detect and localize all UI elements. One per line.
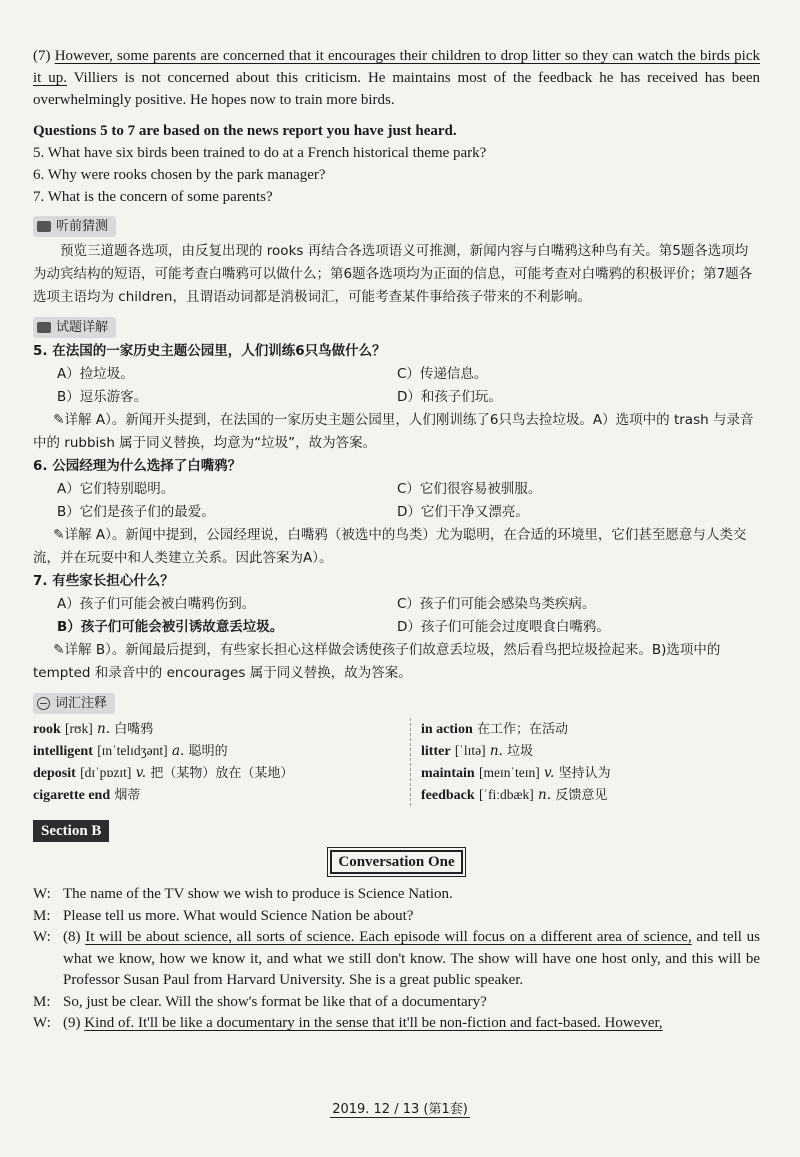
vocab-word: litter [421,744,451,759]
option-d: D）它们干净又漂亮。 [397,504,529,520]
vocab-word: maintain [421,766,475,781]
option-a: A）捡垃圾。 [57,366,134,382]
minus-circle-icon [37,697,50,710]
vocab-entry [33,762,402,784]
speaker: M: [33,993,51,1010]
vocab-meaning: 反馈意见 [555,788,608,803]
dialogue [33,884,760,1035]
vocab-pos: a. [171,743,185,759]
option-a: A）它们特别聪明。 [57,481,175,497]
explain-tag [33,317,116,338]
vocab-entry [421,784,741,806]
line-text: The name of the TV show we wish to produce is Science Nation. [63,886,453,902]
notebook-icon [37,322,51,333]
vocab-entry [421,718,741,740]
vocab-word: intelligent [33,744,93,759]
options [57,593,760,639]
explain-note: ✎详解 A）。新闻开头提到，在法国的一家历史主题公园里，人们刚训练了6只鸟去捡垃圾。A）选项中的 trash 与录音中的 rubbish 属于同义替换，均意为“垃圾”，故为答案。 [33,412,754,451]
explain-item-5 [33,340,760,455]
speaker: W: [33,886,51,902]
option-b: B）逗乐游客。 [57,389,148,405]
vocab-phonetic: [dɪˈpɒzɪt] [80,765,132,780]
vocab-word: deposit [33,766,76,781]
option-c: C）传递信息。 [397,366,488,382]
vocab-column-right [411,718,741,806]
vocab-word: feedback [421,788,475,803]
vocab-word: cigarette end [33,788,111,803]
predict-text: 预览三道题各选项，由反复出现的 rooks 再结合各选项语义可推测，新闻内容与白嘴鸦这种鸟有关。第5题各选项均为动宾结构的短语，可能考查白嘴鸦可以做什么；第6题各选项均为正面的信息，可能考查对白嘴鸦的积极评价；第7题各选项主语均为 children，且谓语动词都是消极词汇，可能考查某件事给孩子带来的不利影响。 [33,243,753,305]
vocab-entry [33,718,402,740]
vocab-meaning: 白嘴鸦 [114,722,154,737]
vocab-column-left [33,718,411,806]
options [57,363,760,409]
vocab-phonetic: [rʊk] [65,721,93,736]
question-7: 7. What is the concern of some parents? [33,189,273,205]
option-c: C）孩子们可能会感染鸟类疾病。 [397,596,596,612]
paragraph-number: (7) [33,48,51,64]
option-b: B）它们是孩子们的最爱。 [57,504,215,520]
answer-number: (8) [63,929,81,945]
vocab-entry [421,762,741,784]
book-icon [37,221,51,232]
option-b: B）孩子们可能会被引诱故意丢垃圾。 [57,619,284,635]
line-text: So, just be clear. Will the show's format be like that of a documentary? [63,993,487,1010]
options [57,478,760,524]
vocab-phonetic: [ɪnˈtelɪdʒənt] [97,743,168,758]
questions-header: Questions 5 to 7 are based on the news report you have just heard. [33,123,457,139]
vocab-word: rook [33,722,61,737]
dialogue-line [33,884,760,906]
explain-item-6 [33,455,760,570]
option-c: C）它们很容易被驯服。 [397,481,542,497]
line-text [63,1013,760,1035]
vocab-word: in action [421,722,473,737]
speaker: M: [33,907,51,924]
page-footer [0,1098,800,1117]
vocab-meaning: 在工作；在活动 [477,722,569,737]
vocab-entry [421,740,741,762]
explain-item-7 [33,570,760,685]
vocab-pos: v. [135,765,147,781]
speaker: W: [33,929,51,945]
underlined-answer-sentence: It will be about science, all sorts of science. Each episode will focus on a different area of science, [85,929,692,945]
predict-tag-label: 听前猜测 [56,219,109,234]
explain-note: ✎详解 B）。新闻最后提到，有些家长担心这样做会诱使孩子们故意丢垃圾，然后看鸟把垃圾捡起来。B)选项中的 tempted 和录音中的 encourages 属于同义替换，故为答案。 [33,642,721,681]
option-d: D）和孩子们玩。 [397,389,502,405]
paragraph-text: Villiers is not concerned about this criticism. He maintains most of the feedback he has received has been overwhelmingly positive. He hopes now to train more birds. [33,70,761,108]
explain-note: ✎详解 A）。新闻中提到，公园经理说，白嘴鸦（被选中的鸟类）尤为聪明，在合适的环境里，它们甚至愿意与人类交流，并在玩耍中和人类建立关系。因此答案为A）。 [33,527,747,566]
line-rest: and tell us what we know, how we know it, and what we still don't know. The show will have one host only, and this will be Professor Susan Paul from Harvard University. She is a great public speaker. [63,929,761,988]
vocab-tag-label: 词汇注释 [55,696,108,711]
vocab-pos: n. [489,743,503,759]
section-b-heading: Section B [33,820,109,842]
conversation-title: Conversation One [330,850,462,874]
explain-tag-label: 试题详解 [56,320,109,335]
vocab-phonetic: [meɪnˈteɪn] [478,765,540,780]
underlined-answer-sentence: Kind of. It'll be like a documentary in the sense that it'll be non-fiction and fact-based. However, [84,1015,663,1031]
option-d: D）孩子们可能会过度喂食白嘴鸦。 [397,619,610,635]
line-text: Please tell us more. What would Science Nation be about? [63,907,414,924]
underlined-answer-sentence: However, some parents are concerned that it encourages their children to drop litter so they can watch the birds pick it up. [33,48,761,86]
dialogue-line [33,906,760,928]
explain-question: 5. 在法国的一家历史主题公园里，人们训练6只鸟做什么？ [33,343,386,359]
vocab-meaning: 烟蒂 [114,788,141,803]
dialogue-line [33,992,760,1014]
vocab-meaning: 坚持认为 [558,766,611,781]
vocab-phonetic: [ˈfiːdbæk] [478,787,534,802]
vocab-pos: n. [97,721,110,737]
line-text [63,927,760,992]
answer-number: (9) [63,1015,81,1031]
vocab-pos: n. [538,787,552,803]
option-a: A）孩子们可能会被白嘴鸦伤到。 [57,596,256,612]
speaker: W: [33,1015,51,1031]
dialogue-line [33,927,760,992]
vocab-meaning: 垃圾 [507,744,534,759]
vocab-tag [33,693,115,714]
question-5: 5. What have six birds been trained to do at a French historical theme park? [33,145,487,161]
explain-question: 6. 公园经理为什么选择了白嘴鸦？ [33,458,242,474]
vocab-phonetic: [ˈlɪtə] [454,743,486,758]
explain-question: 7. 有些家长担心什么？ [33,573,174,589]
vocab-entry [33,740,402,762]
vocab-pos: v. [544,765,555,781]
dialogue-line [33,1013,760,1035]
vocab-meaning: 把（某物）放在（某地） [150,766,294,781]
vocab-meaning: 聪明的 [188,744,228,759]
footer-text: 2019. 12 / 13 (第1套) [332,1102,468,1117]
predict-tag [33,216,116,237]
vocab-list [33,718,760,806]
question-6: 6. Why were rooks chosen by the park manager? [33,167,326,183]
vocab-entry [33,784,402,806]
paragraph-7 [33,45,760,111]
